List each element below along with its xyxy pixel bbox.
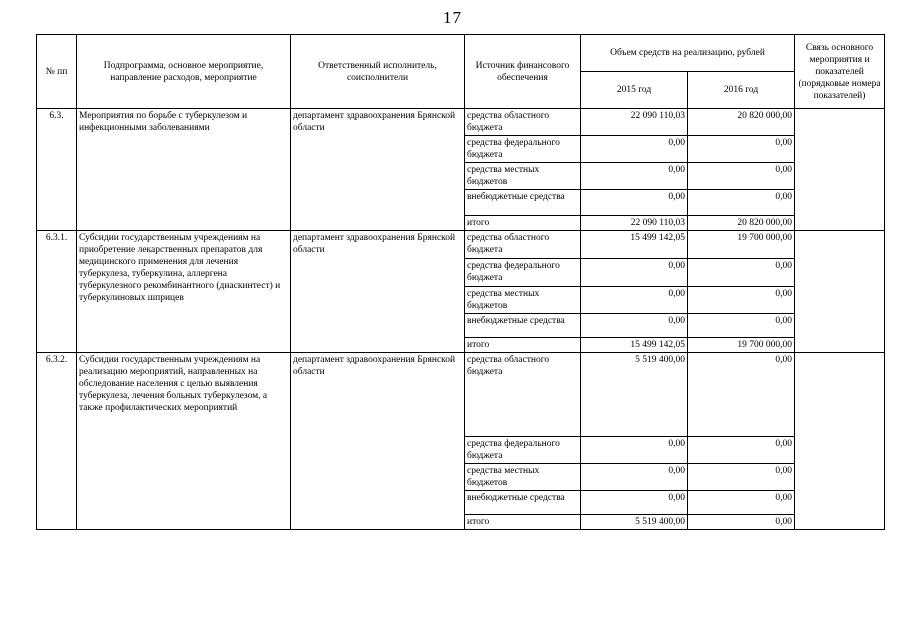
source-federal: средства федерального бюджета	[465, 437, 581, 464]
value-2015: 0,00	[581, 491, 688, 515]
value-2015: 0,00	[581, 314, 688, 338]
row-executor: департамент здравоохранения Брянской области	[291, 353, 465, 530]
value-2015: 0,00	[581, 190, 688, 216]
financing-table	[36, 34, 885, 530]
value-2016: 0,00	[688, 353, 795, 437]
source-local: средства местных бюджетов	[465, 163, 581, 190]
source-extra: внебюджетные средства	[465, 491, 581, 515]
value-2016: 0,00	[688, 491, 795, 515]
header-2015: 2015 год	[581, 72, 688, 109]
source-total: итого	[465, 338, 581, 353]
value-2016: 0,00	[688, 314, 795, 338]
source-regional: средства областного бюджета	[465, 231, 581, 259]
page-number: 17	[443, 8, 462, 27]
row-executor: департамент здравоохранения Брянской области	[291, 109, 465, 231]
header-link: Связь основного мероприятия и показателей (порядковые номера показателей)	[795, 35, 885, 109]
table-row	[37, 231, 885, 259]
source-extra: внебюджетные средства	[465, 190, 581, 216]
source-local: средства местных бюджетов	[465, 287, 581, 314]
value-2015: 15 499 142,05	[581, 231, 688, 259]
header-volume: Объем средств на реализацию, рублей	[581, 35, 795, 72]
row-number: 6.3.	[37, 109, 77, 231]
value-2016: 0,00	[688, 287, 795, 314]
source-federal: средства федерального бюджета	[465, 136, 581, 163]
row-executor: департамент здравоохранения Брянской области	[291, 231, 465, 353]
value-2016: 0,00	[688, 136, 795, 163]
value-2016: 0,00	[688, 464, 795, 491]
source-total: итого	[465, 515, 581, 530]
value-2015: 0,00	[581, 259, 688, 287]
source-federal: средства федерального бюджета	[465, 259, 581, 287]
row-number: 6.3.2.	[37, 353, 77, 530]
value-2015: 22 090 110,03	[581, 109, 688, 136]
value-2016: 0,00	[688, 437, 795, 464]
value-2015: 5 519 400,00	[581, 353, 688, 437]
row-link	[795, 231, 885, 353]
value-2016: 0,00	[688, 259, 795, 287]
total-2016: 0,00	[688, 515, 795, 530]
table-row	[37, 109, 885, 136]
header-2016: 2016 год	[688, 72, 795, 109]
table-row	[37, 353, 885, 437]
value-2016: 19 700 000,00	[688, 231, 795, 259]
table-header-row	[37, 35, 885, 72]
source-total: итого	[465, 216, 581, 231]
header-no: № пп	[37, 35, 77, 109]
header-source: Источник финансового обеспечения	[465, 35, 581, 109]
value-2015: 0,00	[581, 437, 688, 464]
source-regional: средства областного бюджета	[465, 109, 581, 136]
source-extra: внебюджетные средства	[465, 314, 581, 338]
total-2016: 20 820 000,00	[688, 216, 795, 231]
header-executor: Ответственный исполнитель, соисполнители	[291, 35, 465, 109]
row-link	[795, 109, 885, 231]
total-2015: 15 499 142,05	[581, 338, 688, 353]
total-2015: 22 090 110,03	[581, 216, 688, 231]
row-link	[795, 353, 885, 530]
source-local: средства местных бюджетов	[465, 464, 581, 491]
value-2016: 0,00	[688, 163, 795, 190]
value-2016: 20 820 000,00	[688, 109, 795, 136]
row-name: Субсидии государственным учреждениям на приобретение лекарственных препаратов для медицинского применения для лечения туберкулеза, туберкулина, аллергена туберкулезного рекомбинантного (диаскинтест) и туберкулиновых шприцев	[77, 231, 291, 353]
value-2016: 0,00	[688, 190, 795, 216]
row-name: Мероприятия по борьбе с туберкулезом и инфекционными заболеваниями	[77, 109, 291, 231]
value-2015: 0,00	[581, 464, 688, 491]
total-2016: 19 700 000,00	[688, 338, 795, 353]
value-2015: 0,00	[581, 163, 688, 190]
value-2015: 0,00	[581, 287, 688, 314]
header-program: Подпрограмма, основное мероприятие, направление расходов, мероприятие	[77, 35, 291, 109]
row-name: Субсидии государственным учреждениям на реализацию мероприятий, направленных на обследование населения с целью выявления туберкулеза, лечения больных туберкулезом, а также профилактических мероприятий	[77, 353, 291, 530]
source-regional: средства областного бюджета	[465, 353, 581, 437]
value-2015: 0,00	[581, 136, 688, 163]
row-number: 6.3.1.	[37, 231, 77, 353]
total-2015: 5 519 400,00	[581, 515, 688, 530]
